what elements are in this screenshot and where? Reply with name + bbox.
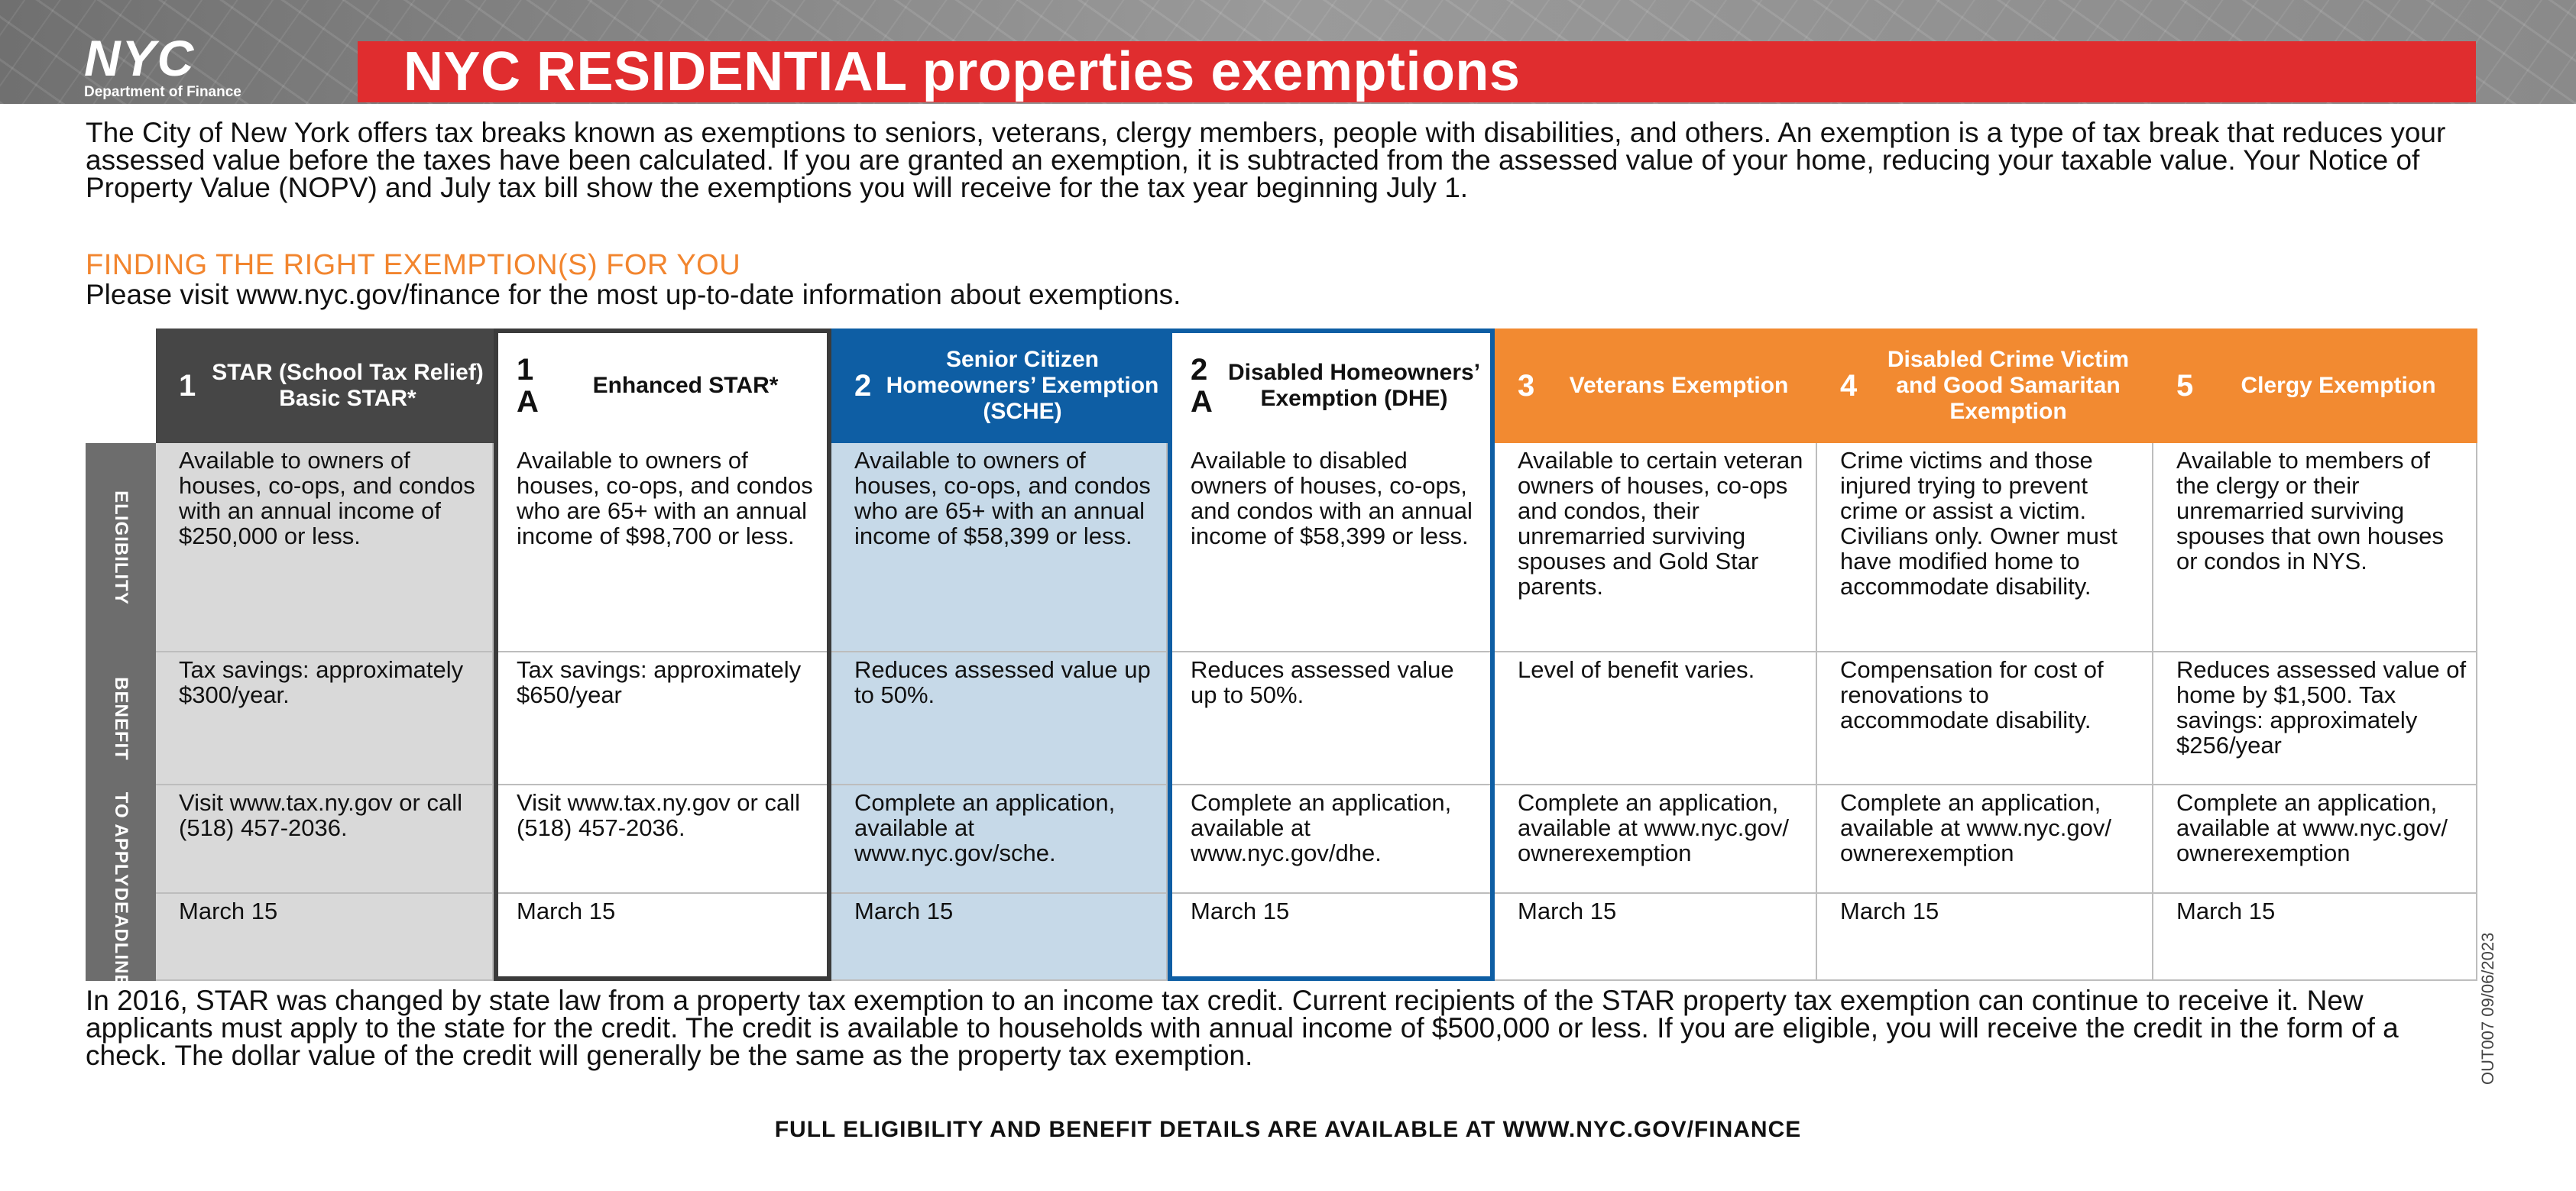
exemptions-table <box>86 328 2477 988</box>
exemption-name: Disabled Homeowners’ Exemption (DHE) <box>1227 360 1481 411</box>
column-header <box>156 328 494 443</box>
exemption-name: Senior Citizen Homeowners’ Exemption (SCHE) <box>886 347 1159 424</box>
benefit-cell: Reduces assessed value up to 50%. <box>831 652 1168 785</box>
eligibility-cell: Available to owners of houses, co-ops, and condos with an annual income of $250,000 or less. <box>156 443 494 652</box>
column-header <box>1817 328 2153 443</box>
benefit-cell: Reduces assessed value of home by $1,500. Tax savings: approximately $256/year <box>2153 652 2477 785</box>
section-heading: FINDING THE RIGHT EXEMPTION(S) FOR YOU <box>86 249 741 281</box>
logo-mark: NYC <box>84 30 196 86</box>
document-code: OUT007 09/06/2023 <box>2478 932 2497 1085</box>
star-footnote: In 2016, STAR was changed by state law from a property tax exemption to an income tax credit. Current recipients of the STAR property tax exemption can continue to receive it. New applicants must apply to the state for the credit. The credit is available to households with annual income of $500,000 or less. If you are eligible, you will receive the credit in the form of a check. The dollar value of the credit will generally be the same as the property tax exemption. <box>86 985 2399 1071</box>
column-veterans <box>1495 328 1817 981</box>
visit-line: Please visit www.nyc.gov/finance for the most up-to-date information about exemptions. <box>86 279 1181 310</box>
to-apply-cell: Complete an application, available at www.nyc.gov/ ownerexemption <box>1817 785 2153 894</box>
logo-department: Department of Finance <box>84 84 241 100</box>
eligibility-cell: Available to members of the clergy or their unremarried surviving spouses that own houses or condos in NYS. <box>2153 443 2477 652</box>
row-label-to-apply: TO APPLY <box>86 785 156 895</box>
eligibility-cell: Available to owners of houses, co-ops, and condos who are 65+ with an annual income of $58,399 or less. <box>831 443 1168 652</box>
benefit-cell: Level of benefit varies. <box>1495 652 1817 785</box>
page-title: NYC RESIDENTIAL properties exemptions <box>403 41 1521 102</box>
benefit-cell: Tax savings: approximately $300/year. <box>156 652 494 785</box>
eligibility-cell: Crime victims and those injured trying to prevent crime or assist a victim. Civilians only. Owner must have modified home to accommodate disability. <box>1817 443 2153 652</box>
deadline-cell: March 15 <box>2153 894 2477 981</box>
eligibility-cell: Available to disabled owners of houses, co-ops, and condos with an annual income of $58,399 or less. <box>1168 443 1495 652</box>
benefit-cell: Tax savings: approximately $650/year <box>494 652 831 785</box>
intro-paragraph: The City of New York offers tax breaks known as exemptions to seniors, veterans, clergy members, people with disabilities, and others. An exemption is a type of tax break that reduces your assessed value before the taxes have been calculated. If you are granted an exemption, it is subtracted from the assessed value of your home, reducing your taxable value. Your Notice of Property Value (NOPV) and July tax bill show the exemptions you will receive for the tax year beginning July 1. <box>86 117 2446 203</box>
column-crime-victim <box>1817 328 2153 981</box>
exemption-number: 2 <box>854 369 872 403</box>
deadline-cell: March 15 <box>156 894 494 981</box>
exemption-number: 2 A <box>1191 353 1213 419</box>
deadline-cell: March 15 <box>1495 894 1817 981</box>
nyc-finance-logo <box>84 30 329 100</box>
benefit-cell: Reduces assessed value up to 50%. <box>1168 652 1495 785</box>
row-label-benefit: BENEFIT <box>86 652 156 787</box>
to-apply-cell: Complete an application, available at www.nyc.gov/ ownerexemption <box>2153 785 2477 894</box>
to-apply-cell: Complete an application, available at www.nyc.gov/ ownerexemption <box>1495 785 1817 894</box>
exemption-number: 4 <box>1840 369 1858 403</box>
column-header <box>1168 328 1495 443</box>
column-sche <box>831 328 1168 981</box>
exemption-name: Clergy Exemption <box>2241 373 2436 398</box>
to-apply-cell: Complete an application, available at www.nyc.gov/sche. <box>831 785 1168 894</box>
exemption-name: Disabled Crime Victim and Good Samaritan Exemption <box>1887 347 2130 424</box>
footer-call-to-action: FULL ELIGIBILITY AND BENEFIT DETAILS ARE AVAILABLE AT WWW.NYC.GOV/FINANCE <box>774 1117 1802 1142</box>
eligibility-cell: Available to owners of houses, co-ops, and condos who are 65+ with an annual income of $98,700 or less. <box>494 443 831 652</box>
deadline-cell: March 15 <box>1817 894 2153 981</box>
deadline-cell: March 15 <box>1168 894 1495 981</box>
column-dhe <box>1168 328 1495 981</box>
row-label-deadline: DEADLINE <box>86 894 156 982</box>
deadline-cell: March 15 <box>494 894 831 981</box>
column-header <box>2153 328 2477 443</box>
to-apply-cell: Visit www.tax.ny.gov or call (518) 457-2036. <box>156 785 494 894</box>
column-header <box>831 328 1168 443</box>
exemption-number: 1 <box>179 369 196 403</box>
to-apply-cell: Complete an application, available at www.nyc.gov/dhe. <box>1168 785 1495 894</box>
column-enhanced-star <box>494 328 831 981</box>
deadline-cell: March 15 <box>831 894 1168 981</box>
column-header <box>494 328 831 443</box>
eligibility-cell: Available to certain veteran owners of houses, co-ops and condos, their unremarried surviving spouses and Gold Star parents. <box>1495 443 1817 652</box>
to-apply-cell: Visit www.tax.ny.gov or call (518) 457-2036. <box>494 785 831 894</box>
column-basic-star <box>156 328 494 981</box>
exemption-number: 1 A <box>517 353 539 419</box>
row-label-eligibility: ELIGIBILITY <box>86 443 156 654</box>
exemption-name: Enhanced STAR* <box>592 373 779 398</box>
exemption-name: Veterans Exemption <box>1569 373 1789 398</box>
column-header <box>1495 328 1817 443</box>
title-band <box>358 41 2476 102</box>
exemption-number: 3 <box>1518 369 1535 403</box>
column-clergy <box>2153 328 2477 981</box>
benefit-cell: Compensation for cost of renovations to accommodate disability. <box>1817 652 2153 785</box>
exemption-name: STAR (School Tax Relief) Basic STAR* <box>212 360 484 411</box>
exemption-number: 5 <box>2176 369 2194 403</box>
